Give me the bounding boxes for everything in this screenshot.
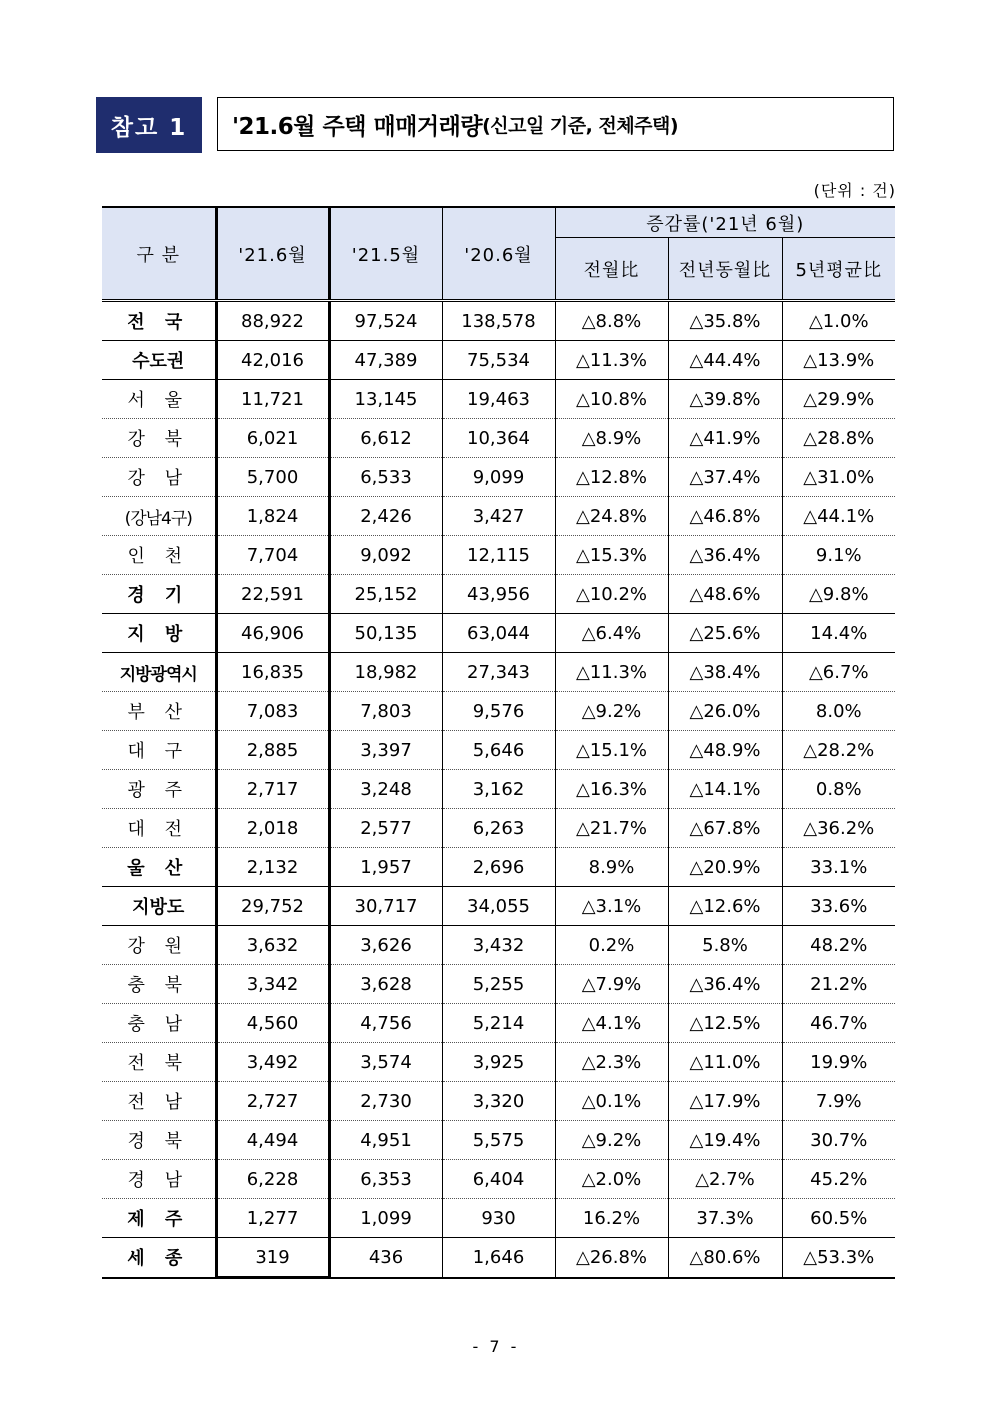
cell-avg5: 45.2% (782, 1160, 895, 1199)
cell-yoy: △12.5% (668, 1004, 782, 1043)
cell-jun21: 16,835 (216, 653, 329, 692)
table-row (102, 419, 895, 458)
cell-mom: △4.1% (555, 1004, 668, 1043)
cell-jun20: 3,162 (442, 770, 555, 809)
cell-jun21: 2,132 (216, 848, 329, 887)
cell-avg5: 33.6% (782, 887, 895, 926)
cell-mom: △8.8% (555, 301, 668, 341)
cell-may21: 3,626 (329, 926, 442, 965)
region-name-cell: 충 북 (102, 965, 216, 1004)
cell-mom: △10.2% (555, 575, 668, 614)
cell-jun21: 5,700 (216, 458, 329, 497)
cell-jun20: 5,214 (442, 1004, 555, 1043)
cell-jun20: 43,956 (442, 575, 555, 614)
cell-avg5: 46.7% (782, 1004, 895, 1043)
table-row (102, 770, 895, 809)
table-row (102, 1238, 895, 1278)
cell-mom: △15.3% (555, 536, 668, 575)
table-row (102, 1121, 895, 1160)
cell-yoy: △38.4% (668, 653, 782, 692)
cell-jun20: 5,255 (442, 965, 555, 1004)
cell-jun20: 19,463 (442, 380, 555, 419)
cell-jun20: 27,343 (442, 653, 555, 692)
cell-mom: △7.9% (555, 965, 668, 1004)
cell-avg5: 30.7% (782, 1121, 895, 1160)
table-row (102, 614, 895, 653)
cell-mom: △2.3% (555, 1043, 668, 1082)
cell-yoy: △20.9% (668, 848, 782, 887)
region-name-cell: 경 남 (102, 1160, 216, 1199)
cell-jun21: 319 (216, 1238, 329, 1278)
region-name-cell: 지 방 (102, 614, 216, 653)
cell-jun20: 63,044 (442, 614, 555, 653)
cell-yoy: △39.8% (668, 380, 782, 419)
unit-label: (단위 : 건) (813, 181, 896, 200)
cell-may21: 18,982 (329, 653, 442, 692)
cell-mom: △26.8% (555, 1238, 668, 1278)
region-name-cell: 인 천 (102, 536, 216, 575)
cell-jun21: 22,591 (216, 575, 329, 614)
header-jun20: '20.6월 (442, 207, 555, 301)
table-row (102, 341, 895, 380)
cell-yoy: △19.4% (668, 1121, 782, 1160)
region-name-cell: 경 기 (102, 575, 216, 614)
region-name-cell: 대 전 (102, 809, 216, 848)
table-row (102, 692, 895, 731)
cell-may21: 4,756 (329, 1004, 442, 1043)
cell-jun21: 6,228 (216, 1160, 329, 1199)
cell-jun20: 3,427 (442, 497, 555, 536)
region-name-cell: 울 산 (102, 848, 216, 887)
cell-yoy: △11.0% (668, 1043, 782, 1082)
region-name-cell: 대 구 (102, 731, 216, 770)
cell-may21: 2,577 (329, 809, 442, 848)
cell-jun21: 42,016 (216, 341, 329, 380)
region-name-cell: 강 남 (102, 458, 216, 497)
region-name-cell: 강 북 (102, 419, 216, 458)
cell-jun20: 6,263 (442, 809, 555, 848)
header-mom: 전월比 (555, 238, 668, 301)
cell-jun20: 12,115 (442, 536, 555, 575)
title-text: '21.6월 주택 매매거래량 (232, 113, 483, 140)
cell-avg5: 14.4% (782, 614, 895, 653)
cell-avg5: 60.5% (782, 1199, 895, 1238)
cell-mom: △9.2% (555, 692, 668, 731)
cell-mom: △6.4% (555, 614, 668, 653)
cell-jun20: 75,534 (442, 341, 555, 380)
cell-jun20: 9,099 (442, 458, 555, 497)
cell-jun20: 5,646 (442, 731, 555, 770)
cell-jun20: 138,578 (442, 301, 555, 341)
cell-mom: △15.1% (555, 731, 668, 770)
cell-avg5: △6.7% (782, 653, 895, 692)
table-row (102, 926, 895, 965)
cell-jun21: 7,083 (216, 692, 329, 731)
cell-mom: 0.2% (555, 926, 668, 965)
table-row (102, 887, 895, 926)
table-row (102, 1160, 895, 1199)
cell-may21: 47,389 (329, 341, 442, 380)
cell-may21: 9,092 (329, 536, 442, 575)
cell-jun21: 4,560 (216, 1004, 329, 1043)
cell-mom: △21.7% (555, 809, 668, 848)
cell-yoy: △48.9% (668, 731, 782, 770)
cell-may21: 3,574 (329, 1043, 442, 1082)
cell-jun21: 7,704 (216, 536, 329, 575)
cell-avg5: △1.0% (782, 301, 895, 341)
cell-avg5: 19.9% (782, 1043, 895, 1082)
table-row (102, 731, 895, 770)
cell-may21: 1,957 (329, 848, 442, 887)
table-row (102, 653, 895, 692)
cell-jun20: 1,646 (442, 1238, 555, 1278)
cell-may21: 30,717 (329, 887, 442, 926)
reference-badge: 참고 1 (96, 97, 202, 153)
region-name-cell: 전 국 (102, 301, 216, 341)
transactions-table (102, 206, 895, 1279)
cell-mom: △8.9% (555, 419, 668, 458)
cell-yoy: △12.6% (668, 887, 782, 926)
cell-jun20: 930 (442, 1199, 555, 1238)
cell-jun21: 1,277 (216, 1199, 329, 1238)
cell-jun20: 2,696 (442, 848, 555, 887)
cell-yoy: △48.6% (668, 575, 782, 614)
region-name-cell: 제 주 (102, 1199, 216, 1238)
cell-may21: 7,803 (329, 692, 442, 731)
region-name-cell: 지방도 (102, 887, 216, 926)
cell-yoy: △36.4% (668, 536, 782, 575)
cell-yoy: 5.8% (668, 926, 782, 965)
cell-yoy: △44.4% (668, 341, 782, 380)
cell-may21: 4,951 (329, 1121, 442, 1160)
cell-yoy: △41.9% (668, 419, 782, 458)
cell-jun21: 3,492 (216, 1043, 329, 1082)
cell-may21: 13,145 (329, 380, 442, 419)
region-name-cell: 서 울 (102, 380, 216, 419)
cell-mom: △16.3% (555, 770, 668, 809)
header-may21: '21.5월 (329, 207, 442, 301)
cell-yoy: △46.8% (668, 497, 782, 536)
header-jun21: '21.6월 (216, 207, 329, 301)
cell-yoy: △26.0% (668, 692, 782, 731)
cell-mom: △11.3% (555, 341, 668, 380)
cell-jun21: 88,922 (216, 301, 329, 341)
cell-avg5: △44.1% (782, 497, 895, 536)
cell-jun21: 6,021 (216, 419, 329, 458)
cell-yoy: △14.1% (668, 770, 782, 809)
region-name-cell: 지방광역시 (102, 653, 216, 692)
header-yoy: 전년동월比 (668, 238, 782, 301)
region-name-cell: (강남4구) (102, 497, 216, 536)
cell-avg5: 21.2% (782, 965, 895, 1004)
cell-may21: 3,397 (329, 731, 442, 770)
cell-avg5: 7.9% (782, 1082, 895, 1121)
cell-jun21: 11,721 (216, 380, 329, 419)
cell-yoy: △2.7% (668, 1160, 782, 1199)
cell-avg5: △29.9% (782, 380, 895, 419)
title-subtext: (신고일 기준, 전체주택) (482, 114, 679, 137)
cell-mom: △9.2% (555, 1121, 668, 1160)
cell-jun21: 46,906 (216, 614, 329, 653)
cell-avg5: △53.3% (782, 1238, 895, 1278)
table-row (102, 1004, 895, 1043)
cell-yoy: △36.4% (668, 965, 782, 1004)
cell-jun20: 3,432 (442, 926, 555, 965)
cell-may21: 3,248 (329, 770, 442, 809)
cell-may21: 2,730 (329, 1082, 442, 1121)
cell-jun21: 3,632 (216, 926, 329, 965)
cell-jun21: 4,494 (216, 1121, 329, 1160)
cell-jun21: 2,717 (216, 770, 329, 809)
cell-may21: 6,533 (329, 458, 442, 497)
cell-avg5: △31.0% (782, 458, 895, 497)
page-title (217, 97, 894, 151)
cell-avg5: 9.1% (782, 536, 895, 575)
cell-avg5: △9.8% (782, 575, 895, 614)
region-name-cell: 전 남 (102, 1082, 216, 1121)
table-row (102, 1043, 895, 1082)
cell-avg5: 48.2% (782, 926, 895, 965)
cell-yoy: 37.3% (668, 1199, 782, 1238)
cell-yoy: △35.8% (668, 301, 782, 341)
table-row (102, 301, 895, 341)
cell-may21: 3,628 (329, 965, 442, 1004)
cell-may21: 436 (329, 1238, 442, 1278)
cell-jun21: 29,752 (216, 887, 329, 926)
cell-avg5: △28.8% (782, 419, 895, 458)
cell-jun20: 34,055 (442, 887, 555, 926)
cell-jun20: 3,320 (442, 1082, 555, 1121)
cell-yoy: △37.4% (668, 458, 782, 497)
cell-may21: 97,524 (329, 301, 442, 341)
cell-avg5: △36.2% (782, 809, 895, 848)
cell-avg5: 33.1% (782, 848, 895, 887)
cell-jun21: 2,018 (216, 809, 329, 848)
header-5y: 5년평균比 (782, 238, 895, 301)
cell-mom: △12.8% (555, 458, 668, 497)
table-row (102, 380, 895, 419)
region-name-cell: 부 산 (102, 692, 216, 731)
cell-avg5: △28.2% (782, 731, 895, 770)
cell-yoy: △17.9% (668, 1082, 782, 1121)
region-name-cell: 강 원 (102, 926, 216, 965)
table-row (102, 965, 895, 1004)
cell-jun20: 10,364 (442, 419, 555, 458)
table-row (102, 1082, 895, 1121)
cell-jun20: 6,404 (442, 1160, 555, 1199)
cell-jun21: 3,342 (216, 965, 329, 1004)
table-row (102, 848, 895, 887)
cell-may21: 1,099 (329, 1199, 442, 1238)
cell-mom: 8.9% (555, 848, 668, 887)
cell-avg5: 8.0% (782, 692, 895, 731)
header-growth-group: 증감률('21년 6월) (555, 207, 895, 238)
table-row (102, 536, 895, 575)
table-row (102, 809, 895, 848)
cell-yoy: △67.8% (668, 809, 782, 848)
cell-yoy: △25.6% (668, 614, 782, 653)
cell-mom: 16.2% (555, 1199, 668, 1238)
table-row (102, 458, 895, 497)
cell-jun20: 5,575 (442, 1121, 555, 1160)
cell-may21: 6,353 (329, 1160, 442, 1199)
cell-mom: △3.1% (555, 887, 668, 926)
header-region: 구 분 (102, 207, 216, 301)
cell-jun20: 9,576 (442, 692, 555, 731)
region-name-cell: 경 북 (102, 1121, 216, 1160)
region-name-cell: 광 주 (102, 770, 216, 809)
cell-yoy: △80.6% (668, 1238, 782, 1278)
cell-mom: △24.8% (555, 497, 668, 536)
cell-mom: △10.8% (555, 380, 668, 419)
cell-may21: 25,152 (329, 575, 442, 614)
cell-avg5: △13.9% (782, 341, 895, 380)
cell-mom: △0.1% (555, 1082, 668, 1121)
cell-jun21: 1,824 (216, 497, 329, 536)
cell-may21: 50,135 (329, 614, 442, 653)
region-name-cell: 수도권 (102, 341, 216, 380)
cell-jun21: 2,885 (216, 731, 329, 770)
cell-avg5: 0.8% (782, 770, 895, 809)
cell-may21: 2,426 (329, 497, 442, 536)
region-name-cell: 세 종 (102, 1238, 216, 1278)
cell-jun21: 2,727 (216, 1082, 329, 1121)
page-number: - 7 - (472, 1337, 520, 1356)
table-row (102, 1199, 895, 1238)
cell-jun20: 3,925 (442, 1043, 555, 1082)
region-name-cell: 충 남 (102, 1004, 216, 1043)
cell-mom: △2.0% (555, 1160, 668, 1199)
table-row (102, 497, 895, 536)
region-name-cell: 전 북 (102, 1043, 216, 1082)
cell-mom: △11.3% (555, 653, 668, 692)
table-row (102, 575, 895, 614)
cell-may21: 6,612 (329, 419, 442, 458)
